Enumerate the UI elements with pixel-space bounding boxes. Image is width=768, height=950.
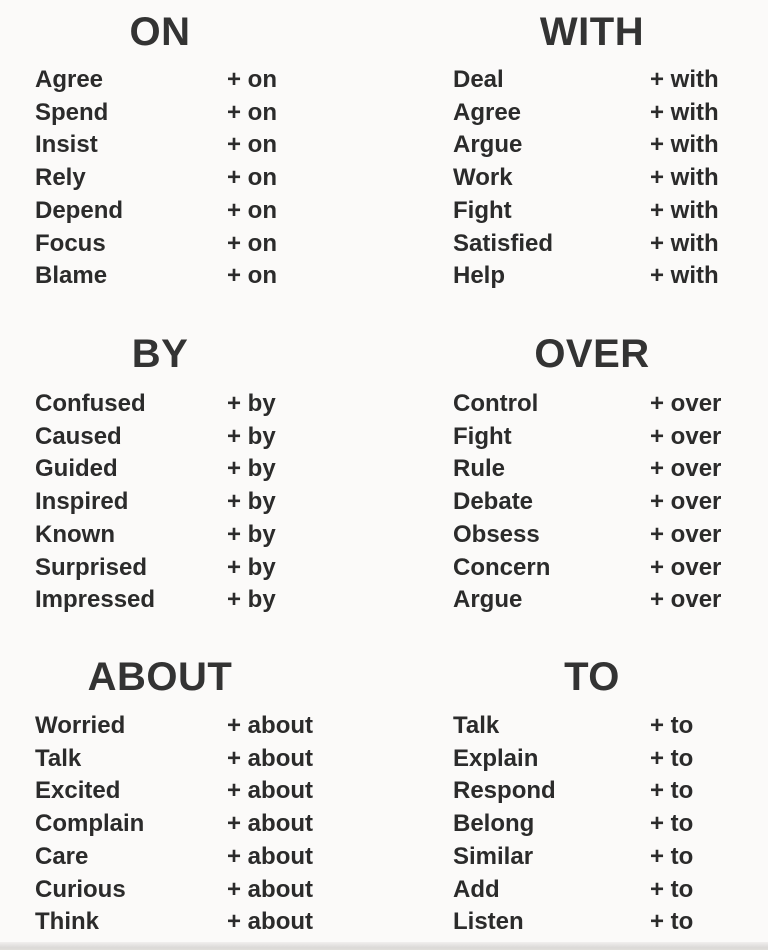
word-row <box>453 453 768 486</box>
word-label: Known <box>35 520 115 548</box>
word-row <box>35 808 384 841</box>
section-title: WITH <box>539 10 645 54</box>
word-list <box>35 64 384 293</box>
word-row <box>453 228 768 261</box>
word-list <box>453 64 768 293</box>
word-row <box>35 129 384 162</box>
word-label: Argue <box>453 131 523 159</box>
word-row <box>453 64 768 97</box>
preposition-label: + about <box>227 908 314 936</box>
word-row <box>453 195 768 228</box>
preposition-label: + on <box>227 164 278 192</box>
word-label: Insist <box>35 131 98 159</box>
preposition-label: + to <box>650 777 694 805</box>
preposition-label: + by <box>227 488 276 516</box>
word-label: Caused <box>35 422 122 450</box>
preposition-label: + on <box>227 229 278 257</box>
word-label: Obsess <box>453 520 540 548</box>
preposition-label: + by <box>227 553 276 581</box>
preposition-label: + with <box>650 164 719 192</box>
preposition-label: + over <box>650 520 722 548</box>
word-label: Spend <box>35 98 109 126</box>
word-label: Worried <box>35 712 126 739</box>
preposition-label: + to <box>650 744 694 772</box>
preposition-label: + over <box>650 422 722 450</box>
preposition-label: + to <box>650 842 694 870</box>
section-title: ABOUT <box>87 655 233 699</box>
word-row <box>35 906 384 939</box>
word-label: Explain <box>453 744 539 772</box>
word-row <box>35 552 384 585</box>
word-row <box>35 874 384 907</box>
preposition-label: + on <box>227 262 278 290</box>
word-label: Respond <box>453 777 556 805</box>
word-label: Impressed <box>35 586 156 614</box>
word-row <box>35 195 384 228</box>
word-label: Excited <box>35 777 121 805</box>
preposition-label: + over <box>650 455 722 483</box>
preposition-label: + with <box>650 98 719 126</box>
word-row <box>453 584 768 617</box>
word-row <box>35 228 384 261</box>
preposition-label: + to <box>650 712 694 739</box>
word-label: Fight <box>453 196 512 224</box>
preposition-label: + with <box>650 66 719 93</box>
preposition-label: + about <box>227 810 314 838</box>
preposition-label: + on <box>227 98 278 126</box>
preposition-label: + about <box>227 842 314 870</box>
word-row <box>453 906 768 939</box>
word-row <box>35 519 384 552</box>
word-label: Inspired <box>35 488 129 516</box>
word-row <box>453 388 768 421</box>
section-over <box>384 320 768 642</box>
word-label: Depend <box>35 196 124 224</box>
word-label: Satisfied <box>453 229 554 257</box>
preposition-label: + over <box>650 390 722 417</box>
word-label: Think <box>35 908 99 936</box>
word-row <box>453 743 768 776</box>
preposition-label: + by <box>227 586 276 614</box>
section-about <box>0 642 384 950</box>
section-by <box>0 320 384 642</box>
preposition-label: + by <box>227 390 276 417</box>
word-label: Rule <box>453 455 506 483</box>
preposition-label: + about <box>227 875 314 903</box>
word-row <box>453 710 768 743</box>
word-row <box>453 552 768 585</box>
word-row <box>35 486 384 519</box>
word-label: Talk <box>35 744 82 772</box>
word-label: Argue <box>453 586 523 614</box>
word-label: Complain <box>35 810 145 838</box>
section-title: BY <box>131 332 189 376</box>
preposition-label: + over <box>650 488 722 516</box>
word-label: Control <box>453 390 539 417</box>
preposition-label: + by <box>227 422 276 450</box>
word-row <box>35 584 384 617</box>
preposition-label: + about <box>227 744 314 772</box>
section-title: OVER <box>534 332 650 376</box>
word-row <box>453 841 768 874</box>
word-row <box>453 486 768 519</box>
word-row <box>35 710 384 743</box>
word-row <box>453 874 768 907</box>
section-title: TO <box>564 655 620 699</box>
word-row <box>453 421 768 454</box>
bottom-edge-shadow <box>0 942 768 950</box>
word-label: Rely <box>35 164 86 192</box>
word-row <box>35 388 384 421</box>
preposition-label: + on <box>227 66 278 93</box>
word-label: Surprised <box>35 553 148 581</box>
word-row <box>35 421 384 454</box>
preposition-label: + over <box>650 553 722 581</box>
word-label: Fight <box>453 422 512 450</box>
word-label: Concern <box>453 553 551 581</box>
word-row <box>35 64 384 97</box>
section-with <box>384 0 768 320</box>
word-label: Belong <box>453 810 535 838</box>
word-label: Debate <box>453 488 534 516</box>
word-row <box>35 775 384 808</box>
word-label: Agree <box>453 98 522 126</box>
section-to <box>384 642 768 950</box>
word-row <box>453 808 768 841</box>
section-on <box>0 0 384 320</box>
word-label: Listen <box>453 908 524 936</box>
word-row <box>453 97 768 130</box>
preposition-label: + by <box>227 520 276 548</box>
word-label: Help <box>453 262 506 290</box>
word-row <box>453 519 768 552</box>
preposition-label: + about <box>227 777 314 805</box>
word-list <box>453 710 768 939</box>
word-list <box>35 388 384 617</box>
word-label: Blame <box>35 262 108 290</box>
word-row <box>453 162 768 195</box>
preposition-label: + on <box>227 196 278 224</box>
word-label: Curious <box>35 875 126 903</box>
word-label: Guided <box>35 455 118 483</box>
preposition-label: + with <box>650 196 719 224</box>
word-list <box>35 710 384 939</box>
word-row <box>453 260 768 293</box>
word-row <box>35 162 384 195</box>
preposition-label: + with <box>650 131 719 159</box>
word-row <box>453 775 768 808</box>
word-row <box>35 260 384 293</box>
preposition-label: + on <box>227 131 278 159</box>
preposition-label: + to <box>650 908 694 936</box>
word-label: Add <box>453 875 500 903</box>
word-row <box>35 453 384 486</box>
word-label: Talk <box>453 712 500 739</box>
preposition-label: + with <box>650 262 719 290</box>
preposition-label: + with <box>650 229 719 257</box>
word-label: Agree <box>35 66 104 93</box>
preposition-label: + about <box>227 712 314 739</box>
word-label: Focus <box>35 229 106 257</box>
word-label: Similar <box>453 842 534 870</box>
preposition-label: + to <box>650 875 694 903</box>
word-row <box>35 97 384 130</box>
word-row <box>453 129 768 162</box>
word-label: Deal <box>453 66 504 93</box>
word-label: Work <box>453 164 513 192</box>
preposition-label: + by <box>227 455 276 483</box>
word-label: Confused <box>35 390 146 417</box>
word-row <box>35 841 384 874</box>
word-row <box>35 743 384 776</box>
preposition-label: + over <box>650 586 722 614</box>
word-list <box>453 388 768 617</box>
word-label: Care <box>35 842 89 870</box>
preposition-label: + to <box>650 810 694 838</box>
section-title: ON <box>129 10 191 54</box>
